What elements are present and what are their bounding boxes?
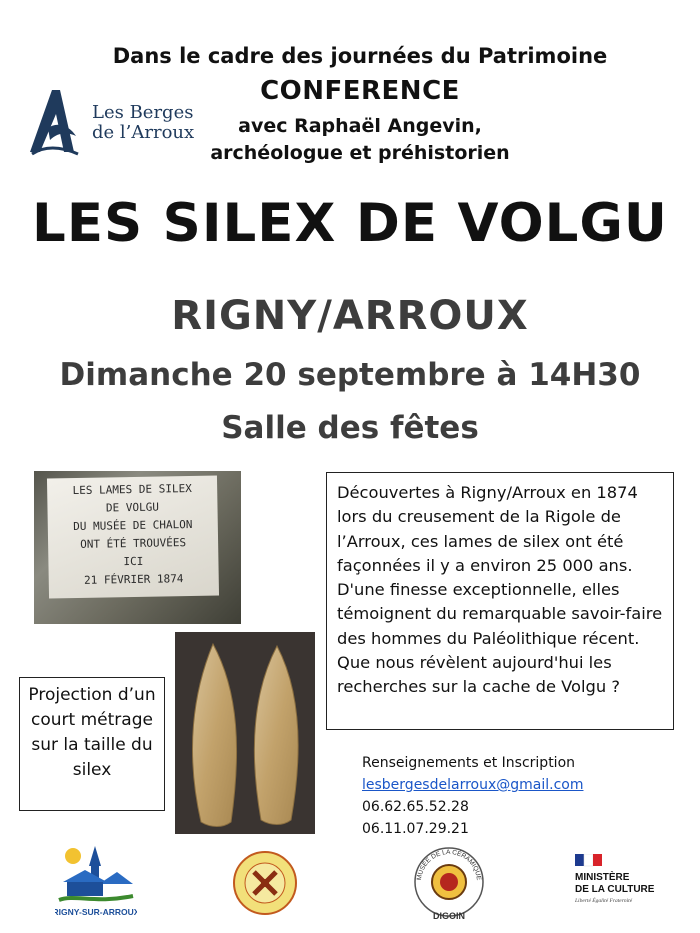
berges-logo-line1: Les Berges (92, 102, 194, 123)
culture-logo-line2: DE LA CULTURE (575, 884, 655, 895)
event-place: RIGNY/ARROUX (171, 293, 529, 339)
culture-ministry-logo (573, 854, 673, 914)
contact-email-link[interactable]: lesbergesdelarroux@gmail.com (362, 777, 584, 793)
culture-ministry-logo-icon (573, 854, 673, 914)
digoin-logo-text: DIGOIN (432, 911, 466, 921)
plaque-line: ICI (123, 554, 144, 569)
amis-logo-icon (232, 850, 298, 916)
plaque-line: 21 FÉVRIER 1874 (83, 572, 184, 587)
culture-logo-motto: Liberté Égalité Fraternité (575, 898, 633, 904)
header-speaker-role: archéologue et préhistorien (210, 142, 510, 164)
header-speaker: avec Raphaël Angevin, (238, 115, 482, 137)
plaque-photo (34, 471, 241, 624)
plaque-stone (47, 476, 219, 599)
plaque-line: LES LAMES DE SILEX (72, 481, 192, 498)
digoin-logo-icon (410, 846, 488, 922)
flint-blades-photo (175, 632, 315, 834)
berges-logo (26, 84, 206, 156)
contact-phone-2: 06.11.07.29.21 (362, 821, 469, 837)
contact-phone-1: 06.62.65.52.28 (362, 799, 469, 815)
digoin-logo-arc-text: MUSÉE DE LA CÉRAMIQUE (415, 848, 482, 881)
plaque-line: DE VOLGU (105, 500, 160, 515)
culture-logo-line1: MINISTÈRE (575, 872, 630, 883)
digoin-museum-logo (410, 846, 488, 922)
rigny-logo (55, 842, 137, 920)
header-context: Dans le cadre des journées du Patrimoine (112, 44, 608, 68)
amis-logo (232, 850, 298, 916)
plaque-line: DU MUSÉE DE CHALON (73, 517, 193, 534)
berges-logo-icon (26, 84, 82, 156)
flint-blades-illustration (175, 632, 315, 834)
contact-heading: Renseignements et Inscription (362, 755, 576, 771)
berges-logo-line2: de l’Arroux (92, 122, 195, 143)
header-conference: CONFERENCE (260, 76, 460, 106)
plaque-line: ONT ÉTÉ TROUVÉES (80, 536, 187, 551)
rigny-logo-icon (55, 842, 137, 920)
poster-title: LES SILEX DE VOLGU (32, 193, 668, 254)
rigny-logo-text: RIGNY-SUR-ARROUX (55, 907, 137, 917)
event-venue: Salle des fêtes (221, 410, 479, 446)
description-box: Découvertes à Rigny/Arroux en 1874 lors du creusement de la Rigole de l’Arroux, ces lames de silex ont été façonnées il y a environ 25 000 ans. D'une finesse exceptionnelle, elles témoignent du remarquable savoir-faire des hommes du Paléolithique récent. Que nous révèlent aujourd'hui les recherches sur la cache de Volgu ? (326, 472, 674, 730)
projection-box: Projection d’un court métrage sur la taille du silex (19, 677, 165, 811)
contact-block (362, 752, 682, 840)
event-date: Dimanche 20 septembre à 14H30 (59, 357, 641, 393)
